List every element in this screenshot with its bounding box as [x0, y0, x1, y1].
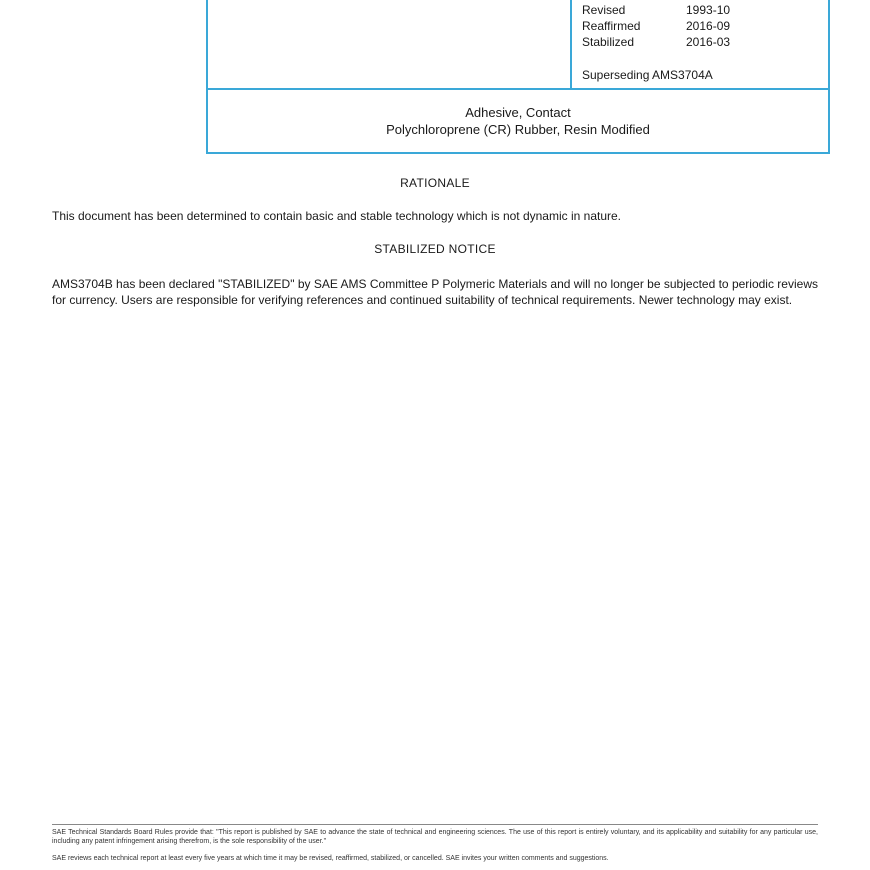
- revision-label: Reaffirmed: [582, 19, 641, 33]
- revision-date: 2016-09: [686, 19, 731, 33]
- footer-review-note: SAE reviews each technical report at least every five years at which time it may be revised, reaffirmed, stabilized, or cancelled. SAE invites your written comments and suggestions.: [52, 855, 609, 862]
- document-title: [208, 104, 828, 138]
- footer-disclaimer: SAE Technical Standards Board Rules provide that: "This report is published by SAE to advance the state of technical and engineering sciences. The use of this report is entirely voluntary, and its applicability and suitability for any particular use, including any patent infringement arising therefrom, is the sole responsibility of the user.": [52, 829, 818, 845]
- rationale-text: This document has been determined to contain basic and stable technology which is not dynamic in nature.: [52, 209, 622, 223]
- title-line-1: Adhesive, Contact: [465, 105, 571, 120]
- rationale-heading: RATIONALE: [400, 176, 470, 190]
- revision-row-reaffirmed: [582, 18, 766, 34]
- stabilized-notice-heading: STABILIZED NOTICE: [374, 242, 496, 256]
- title-line-2: Polychloroprene (CR) Rubber, Resin Modified: [386, 122, 650, 137]
- revision-date: 2016-03: [686, 35, 731, 49]
- revision-label: Revised: [582, 3, 626, 17]
- revision-row-stabilized: [582, 34, 766, 50]
- document-header-box: [206, 0, 830, 154]
- footer-divider: [52, 824, 818, 825]
- header-divider: [208, 88, 828, 90]
- header-logo-area: [208, 0, 572, 90]
- revision-label: Stabilized: [582, 35, 635, 49]
- superseding-note: Superseding AMS3704A: [582, 68, 713, 82]
- stabilized-notice-text: AMS3704B has been declared "STABILIZED" by SAE AMS Committee P Polymeric Materials and will no longer be subjected to periodic reviews for currency. Users are responsible for verifying references and continued suitability of technical requirements. Newer technology may exist.: [52, 277, 818, 307]
- revision-date: 1993-10: [686, 3, 731, 17]
- revision-table: [582, 2, 766, 50]
- revision-row-revised: [582, 2, 766, 18]
